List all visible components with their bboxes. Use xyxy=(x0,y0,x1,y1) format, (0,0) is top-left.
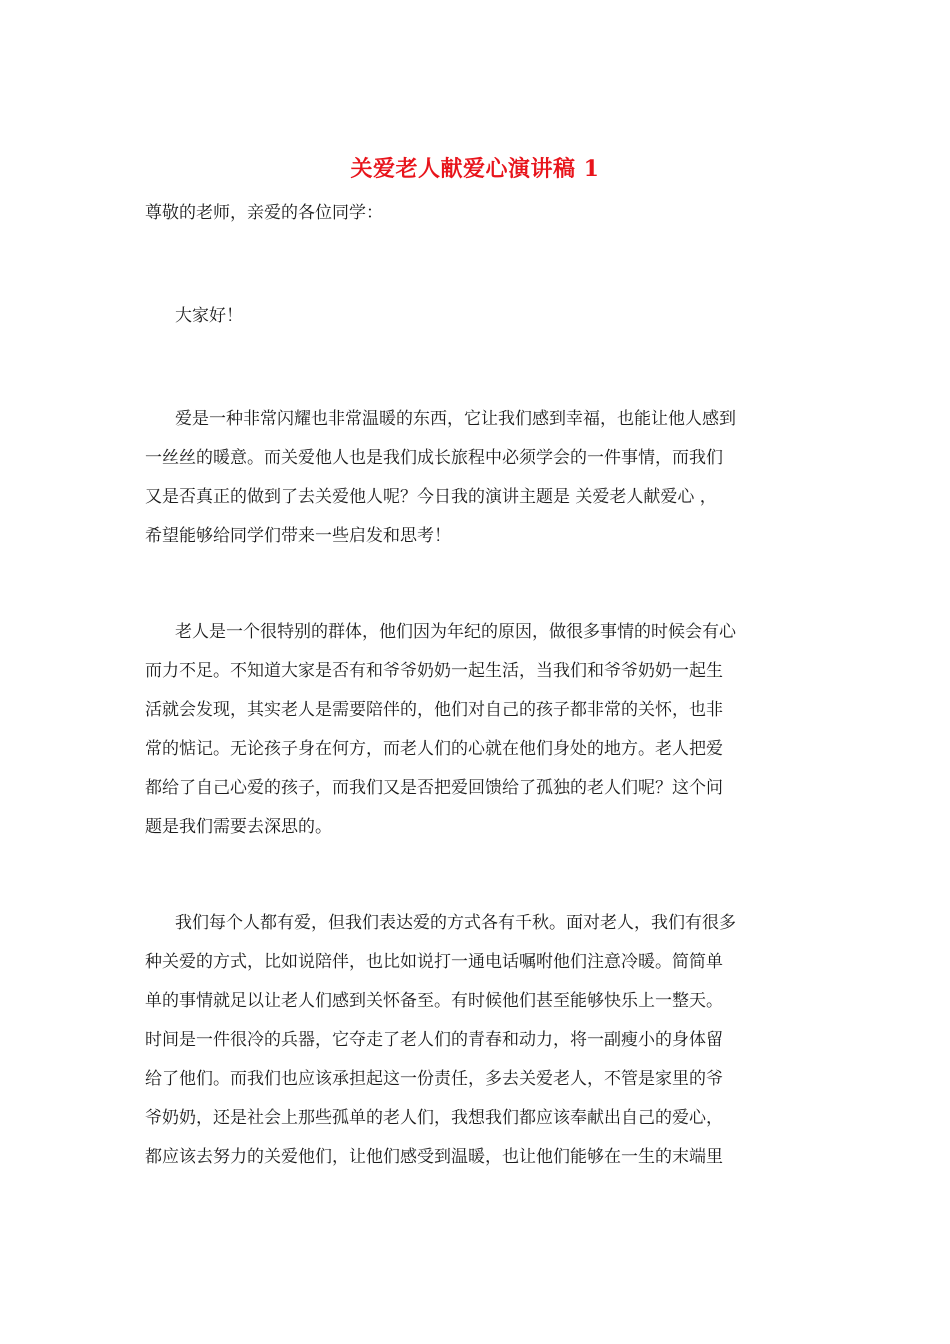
paragraph-line: 都给了自己心爱的孩子，而我们又是否把爱回馈给了孤独的老人们呢？这个问 xyxy=(145,778,723,798)
paragraph-line: 单的事情就足以让老人们感到关怀备至。有时候他们甚至能够快乐上一整天。 xyxy=(145,991,723,1011)
paragraph-1 xyxy=(145,400,805,556)
document-title: 关爱老人献爱心演讲稿 1 xyxy=(350,156,600,182)
greeting: 大家好！ xyxy=(175,306,243,326)
paragraph-line: 一丝丝的暖意。而关爱他人也是我们成长旅程中必须学会的一件事情，而我们 xyxy=(145,448,723,468)
paragraph-line: 爷奶奶，还是社会上那些孤单的老人们，我想我们都应该奉献出自己的爱心， xyxy=(145,1108,723,1128)
paragraph-line: 又是否真正的做到了去关爱他人呢？今日我的演讲主题是 关爱老人献爱心 ， xyxy=(145,487,717,507)
paragraph-line: 都应该去努力的关爱他们，让他们感受到温暖，也让他们能够在一生的末端里 xyxy=(145,1147,723,1167)
paragraph-line: 给了他们。而我们也应该承担起这一份责任，多去关爱老人，不管是家里的爷 xyxy=(145,1069,723,1089)
paragraph-line: 时间是一件很冷的兵器，它夺走了老人们的青春和动力，将一副瘦小的身体留 xyxy=(145,1030,723,1050)
paragraph-line: 题是我们需要去深思的。 xyxy=(145,817,332,837)
paragraph-2 xyxy=(145,613,805,847)
paragraph-line: 我们每个人都有爱，但我们表达爱的方式各有千秋。面对老人，我们有很多 xyxy=(175,913,736,933)
salutation: 尊敬的老师，亲爱的各位同学： xyxy=(145,203,383,223)
paragraph-line: 老人是一个很特别的群体，他们因为年纪的原因，做很多事情的时候会有心 xyxy=(175,622,736,642)
paragraph-line: 活就会发现，其实老人是需要陪伴的，他们对自己的孩子都非常的关怀，也非 xyxy=(145,700,723,720)
paragraph-3 xyxy=(145,904,805,1177)
paragraph-line: 种关爱的方式，比如说陪伴，也比如说打一通电话嘱咐他们注意冷暖。简简单 xyxy=(145,952,723,972)
paragraph-line: 爱是一种非常闪耀也非常温暖的东西，它让我们感到幸福，也能让他人感到 xyxy=(175,409,736,429)
paragraph-line: 常的惦记。无论孩子身在何方，而老人们的心就在他们身处的地方。老人把爱 xyxy=(145,739,723,759)
paragraph-line: 希望能够给同学们带来一些启发和思考！ xyxy=(145,526,451,546)
paragraph-line: 而力不足。不知道大家是否有和爷爷奶奶一起生活，当我们和爷爷奶奶一起生 xyxy=(145,661,723,681)
